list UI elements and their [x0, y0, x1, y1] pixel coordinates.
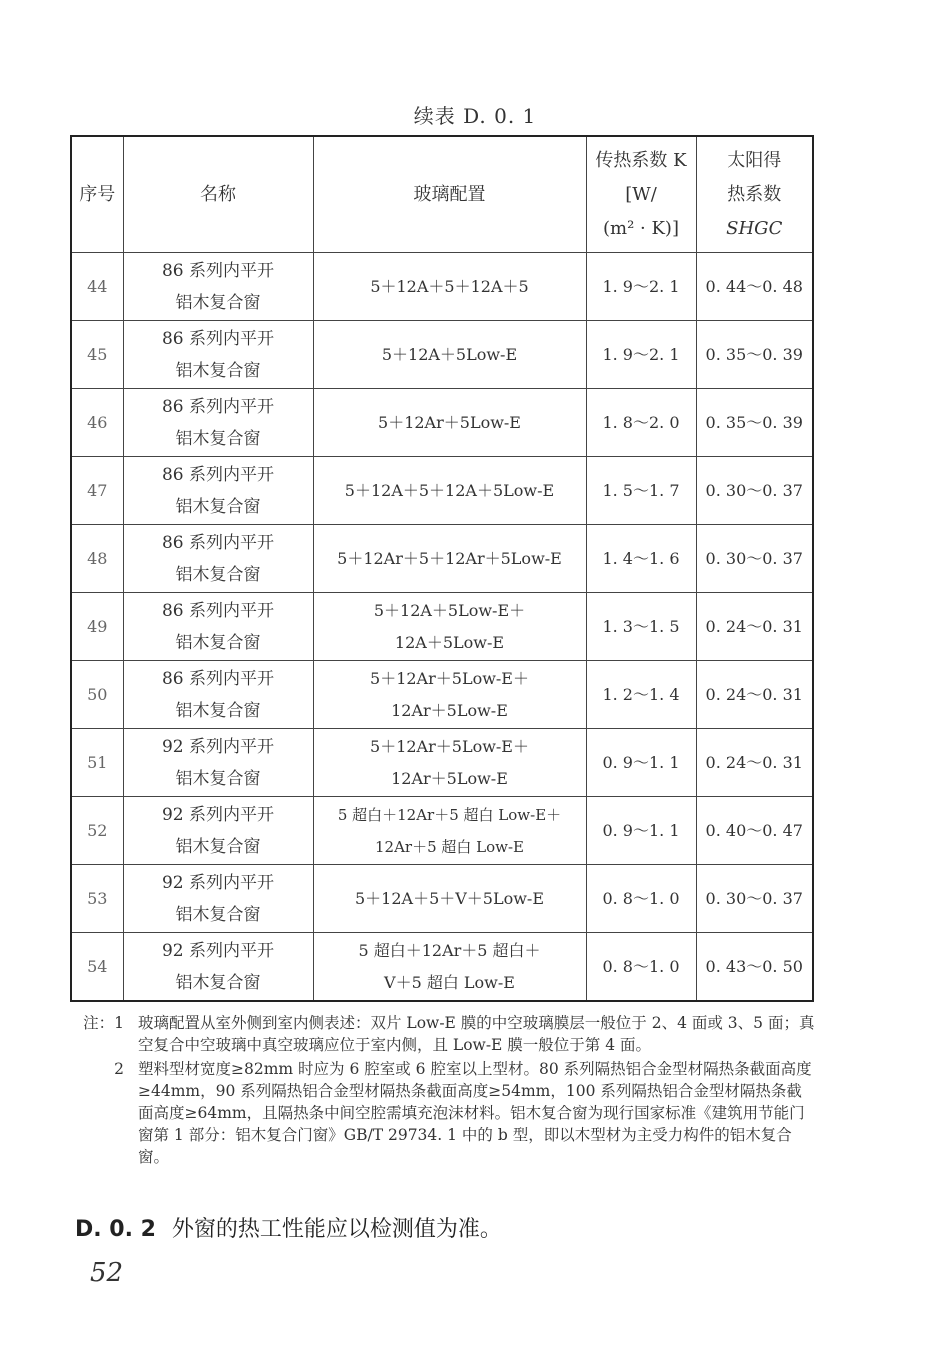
- k-value: 0. 9～1. 1: [586, 729, 696, 797]
- glass-config: 5＋12Ar＋5＋12Ar＋5Low-E: [313, 525, 586, 593]
- table-row: [71, 321, 813, 389]
- clause-text: 外窗的热工性能应以检测值为准。: [171, 1217, 502, 1242]
- table-row: [71, 457, 813, 525]
- note-1: [70, 1012, 815, 1056]
- k-value: 0. 9～1. 1: [586, 797, 696, 865]
- k-value: 1. 5～1. 7: [586, 457, 696, 525]
- note-2-label: 2: [114, 1060, 124, 1078]
- row-number: 50: [71, 661, 123, 729]
- row-number: 45: [71, 321, 123, 389]
- shgc-value: 0. 24～0. 31: [696, 661, 813, 729]
- row-number: 51: [71, 729, 123, 797]
- shgc-value: 0. 43～0. 50: [696, 933, 813, 1002]
- note-2-text: 塑料型材宽度≥82mm 时应为 6 腔室或 6 腔室以上型材。80 系列隔热铝合金型材隔热条截面高度≥44mm，90 系列隔热铝合金型材隔热条截面高度≥54mm，100 系列隔热铝合金型材隔热条截面高度≥64mm，且隔热条中间空腔需填充泡沫材料。铝木复合窗为现行国家标准《建筑用节能门窗第 1 部分：铝木复合门窗》GB/T 29734. 1 中的 b 型，即以木型材为主受力构件的铝木复合窗。: [138, 1060, 812, 1166]
- window-name: 92 系列内平开 铝木复合窗: [123, 797, 313, 865]
- row-number: 44: [71, 253, 123, 321]
- clause-d02: [75, 1212, 502, 1243]
- window-name: 86 系列内平开 铝木复合窗: [123, 321, 313, 389]
- glass-config: 5＋12A＋5Low-E: [313, 321, 586, 389]
- glass-config: 5＋12A＋5＋12A＋5Low-E: [313, 457, 586, 525]
- table-row: [71, 389, 813, 457]
- header-name: 名称: [123, 136, 313, 253]
- glass-config: 5＋12Ar＋5Low-E＋ 12Ar＋5Low-E: [313, 661, 586, 729]
- k-value: 1. 9～2. 1: [586, 321, 696, 389]
- table-row: [71, 525, 813, 593]
- row-number: 52: [71, 797, 123, 865]
- header-shgc: 太阳得 热系数 SHGC: [696, 136, 813, 253]
- window-name: 86 系列内平开 铝木复合窗: [123, 457, 313, 525]
- k-value: 1. 9～2. 1: [586, 253, 696, 321]
- window-name: 86 系列内平开 铝木复合窗: [123, 525, 313, 593]
- header-glass: 玻璃配置: [313, 136, 586, 253]
- note-1-text: 玻璃配置从室外侧到室内侧表述：双片 Low-E 膜的中空玻璃膜层一般位于 2、4 面或 3、5 面；真空复合中空玻璃中真空玻璃应位于室内侧，且 Low-E 膜一般位于第 4 面。: [138, 1014, 815, 1054]
- glass-config: 5 超白＋12Ar＋5 超白 Low-E＋ 12Ar＋5 超白 Low-E: [313, 797, 586, 865]
- row-number: 47: [71, 457, 123, 525]
- glass-config: 5＋12Ar＋5Low-E: [313, 389, 586, 457]
- window-name: 92 系列内平开 铝木复合窗: [123, 933, 313, 1002]
- thermal-performance-table: [70, 135, 814, 1002]
- page-number: 52: [90, 1258, 124, 1288]
- table-notes: [70, 1012, 815, 1170]
- note-1-label: 注：1: [83, 1014, 124, 1032]
- window-name: 86 系列内平开 铝木复合窗: [123, 253, 313, 321]
- shgc-value: 0. 35～0. 39: [696, 321, 813, 389]
- shgc-value: 0. 30～0. 37: [696, 865, 813, 933]
- table-row: [71, 865, 813, 933]
- clause-number: D. 0. 2: [75, 1217, 156, 1242]
- shgc-value: 0. 35～0. 39: [696, 389, 813, 457]
- row-number: 48: [71, 525, 123, 593]
- header-k: 传热系数 K [W/ (m² · K)]: [586, 136, 696, 253]
- row-number: 46: [71, 389, 123, 457]
- table-header-row: [71, 136, 813, 253]
- row-number: 54: [71, 933, 123, 1002]
- table-row: [71, 661, 813, 729]
- row-number: 53: [71, 865, 123, 933]
- table-row: [71, 797, 813, 865]
- table-row: [71, 593, 813, 661]
- k-value: 0. 8～1. 0: [586, 933, 696, 1002]
- window-name: 86 系列内平开 铝木复合窗: [123, 593, 313, 661]
- glass-config: 5＋12Ar＋5Low-E＋ 12Ar＋5Low-E: [313, 729, 586, 797]
- note-2: [70, 1058, 815, 1168]
- glass-config: 5＋12A＋5＋12A＋5: [313, 253, 586, 321]
- header-index: 序号: [71, 136, 123, 253]
- table-row: [71, 253, 813, 321]
- shgc-value: 0. 24～0. 31: [696, 593, 813, 661]
- table-row: [71, 729, 813, 797]
- shgc-value: 0. 40～0. 47: [696, 797, 813, 865]
- k-value: 1. 2～1. 4: [586, 661, 696, 729]
- window-name: 92 系列内平开 铝木复合窗: [123, 865, 313, 933]
- glass-config: 5 超白＋12Ar＋5 超白＋ V＋5 超白 Low-E: [313, 933, 586, 1002]
- k-value: 1. 4～1. 6: [586, 525, 696, 593]
- row-number: 49: [71, 593, 123, 661]
- k-value: 0. 8～1. 0: [586, 865, 696, 933]
- shgc-value: 0. 24～0. 31: [696, 729, 813, 797]
- shgc-value: 0. 30～0. 37: [696, 457, 813, 525]
- k-value: 1. 8～2. 0: [586, 389, 696, 457]
- window-name: 92 系列内平开 铝木复合窗: [123, 729, 313, 797]
- table-caption: 续表 D. 0. 1: [413, 104, 537, 128]
- glass-config: 5＋12A＋5Low-E＋ 12A＋5Low-E: [313, 593, 586, 661]
- shgc-value: 0. 30～0. 37: [696, 525, 813, 593]
- window-name: 86 系列内平开 铝木复合窗: [123, 661, 313, 729]
- k-value: 1. 3～1. 5: [586, 593, 696, 661]
- glass-config: 5＋12A＋5＋V＋5Low-E: [313, 865, 586, 933]
- table-row: [71, 933, 813, 1002]
- window-name: 86 系列内平开 铝木复合窗: [123, 389, 313, 457]
- shgc-value: 0. 44～0. 48: [696, 253, 813, 321]
